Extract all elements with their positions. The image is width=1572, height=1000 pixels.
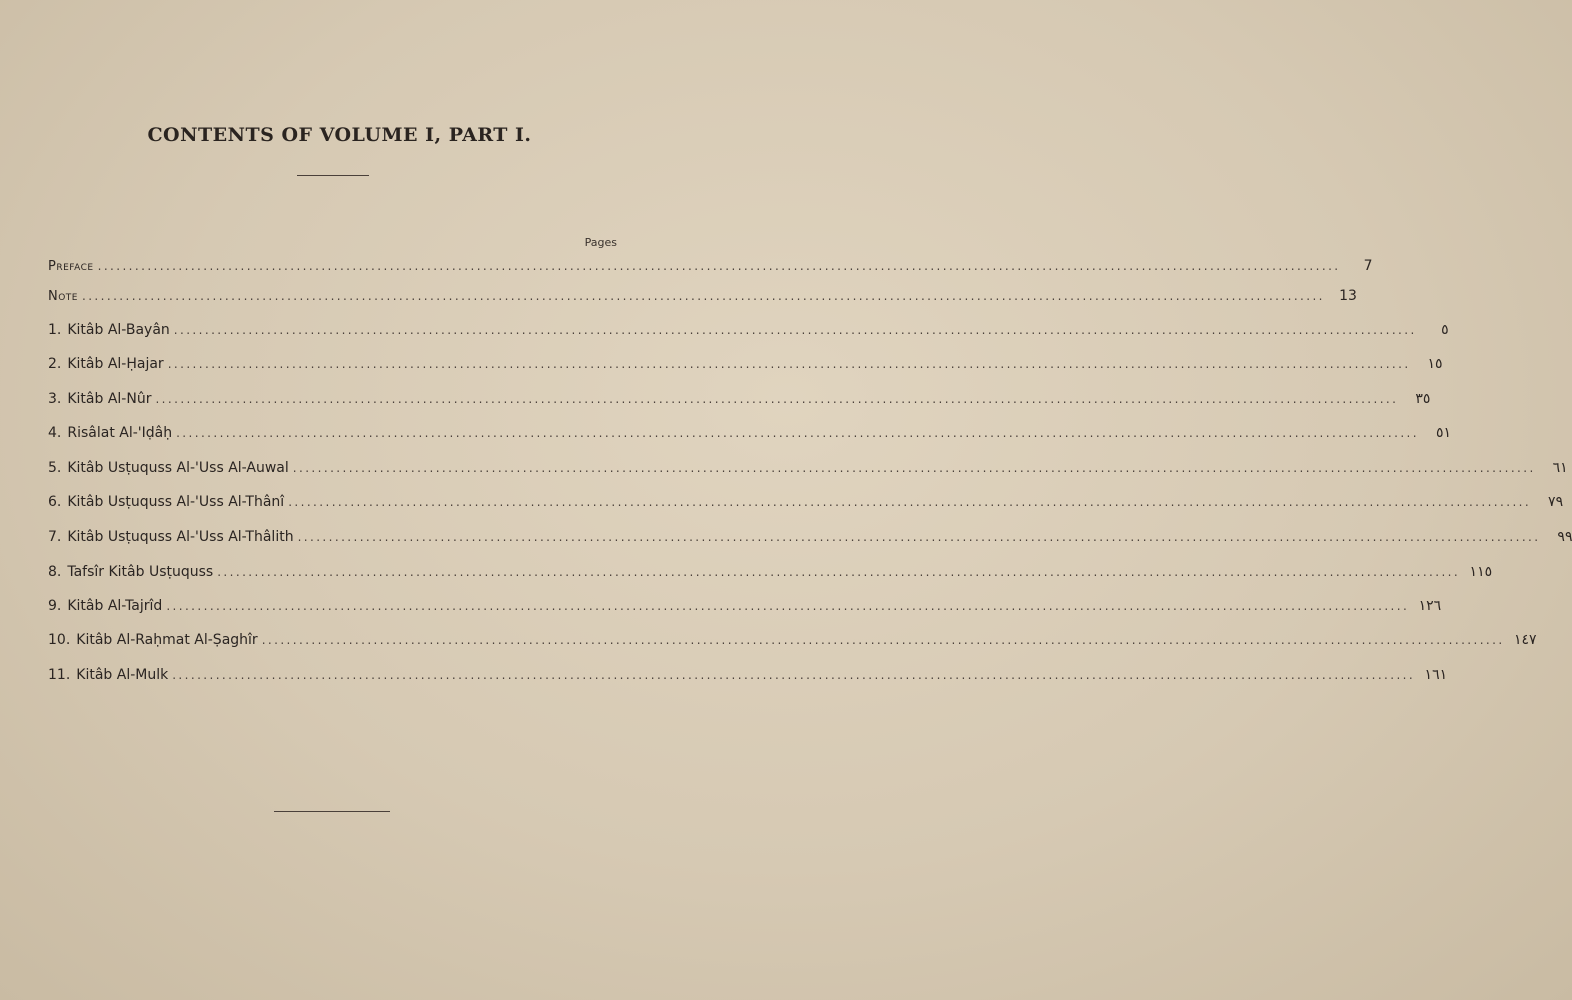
toc-entry-number: 1. <box>48 322 62 338</box>
pages-column-label: Pages <box>584 236 617 249</box>
toc-entry-number: 2. <box>48 356 62 372</box>
toc-entry-page: ١١٥ <box>1469 564 1493 580</box>
toc-entry <box>48 322 1449 344</box>
dot-leader: ........................................................................................................................................................................................................ <box>261 633 1505 647</box>
toc-entry <box>48 494 1564 516</box>
dot-leader: ........................................................................................................................................................................................................ <box>155 392 1399 406</box>
toc-entry-page: ١٢٦ <box>1418 598 1442 614</box>
toc-entry-number: 10. <box>48 632 71 648</box>
toc-entry <box>48 425 1451 447</box>
toc-entry-number: 6. <box>48 494 62 510</box>
page-title: CONTENTS OF VOLUME I, PART I. <box>147 124 532 146</box>
toc-entry-number: 5. <box>48 460 62 476</box>
toc-entry-title: Kitâb Al-Tajrîd <box>67 598 163 614</box>
dot-leader: ........................................................................................................................................................................................................ <box>176 426 1419 440</box>
toc-entry-title: Kitâb Usṭuquss Al-'Uss Al-Thâlith <box>67 529 294 545</box>
toc-entry <box>48 391 1431 413</box>
toc-entry-number: 4. <box>48 425 62 441</box>
toc-entry <box>48 667 1448 689</box>
toc-entry-number: 8. <box>48 564 62 580</box>
dot-leader: ........................................................................................................................................................................................................ <box>97 259 1341 273</box>
bottom-divider <box>274 811 390 812</box>
toc-entry-title: Kitâb Al-Nûr <box>67 391 152 407</box>
toc-entry <box>48 258 1373 280</box>
toc-entry <box>48 529 1572 551</box>
toc-entry-page: ١٦١ <box>1424 667 1448 683</box>
toc-entry-title: Kitâb Al-Mulk <box>76 667 169 683</box>
toc-entry-number: 11. <box>48 667 71 683</box>
dot-leader: ........................................................................................................................................................................................................ <box>172 668 1416 682</box>
toc-entry <box>48 598 1442 620</box>
toc-entry-page: ٥ <box>1441 322 1449 338</box>
toc-entry <box>48 564 1493 586</box>
toc-entry-page: ٩٩ <box>1557 529 1572 545</box>
toc-entry-page: ٦١ <box>1552 460 1568 476</box>
title-divider <box>297 175 369 176</box>
toc-entry-page: 13 <box>1339 288 1357 304</box>
toc-entry-title: Kitâb Usṭuquss Al-'Uss Al-Auwal <box>67 460 289 476</box>
dot-leader: ........................................................................................................................................................................................................ <box>167 357 1411 371</box>
toc-entry-title: Kitâb Al-Raḥmat Al-Ṣaghîr <box>76 632 258 648</box>
toc-entry <box>48 632 1537 654</box>
dot-leader: ........................................................................................................................................................................................................ <box>217 565 1461 579</box>
toc-entry-page: ٧٩ <box>1548 494 1564 510</box>
dot-leader: ........................................................................................................................................................................................................ <box>173 323 1417 337</box>
toc-entry-number: 3. <box>48 391 62 407</box>
dot-leader: ........................................................................................................................................................................................................ <box>82 289 1325 303</box>
dot-leader: ........................................................................................................................................................................................................ <box>297 530 1541 544</box>
toc-entry-page: 7 <box>1363 258 1373 274</box>
toc-entry <box>48 288 1357 310</box>
toc-entry <box>48 460 1568 482</box>
toc-entry-page: ١٤٧ <box>1514 632 1537 648</box>
toc-entry-title: Kitâb Usṭuquss Al-'Uss Al-Thânî <box>67 494 285 510</box>
dot-leader: ........................................................................................................................................................................................................ <box>288 495 1532 509</box>
toc-entry-page: ٥١ <box>1435 425 1451 441</box>
toc-entry-title: Kitâb Al-Bayân <box>67 322 170 338</box>
toc-entry-title: Preface <box>48 259 94 274</box>
toc-entry-page: ١٥ <box>1427 356 1443 372</box>
toc-entry-title: Note <box>48 289 78 304</box>
toc-entry <box>48 356 1443 378</box>
toc-entry-title: Tafsîr Kitâb Usṭuquss <box>67 564 214 580</box>
dot-leader: ........................................................................................................................................................................................................ <box>166 599 1410 613</box>
toc-entry-number: 7. <box>48 529 62 545</box>
toc-entry-number: 9. <box>48 598 62 614</box>
toc-entry-page: ٣٥ <box>1415 391 1431 407</box>
toc-entry-title: Kitâb Al-Ḥajar <box>67 356 164 372</box>
toc-entry-title: Risâlat Al-'Iḍâḥ <box>67 425 173 441</box>
dot-leader: ........................................................................................................................................................................................................ <box>292 461 1536 475</box>
